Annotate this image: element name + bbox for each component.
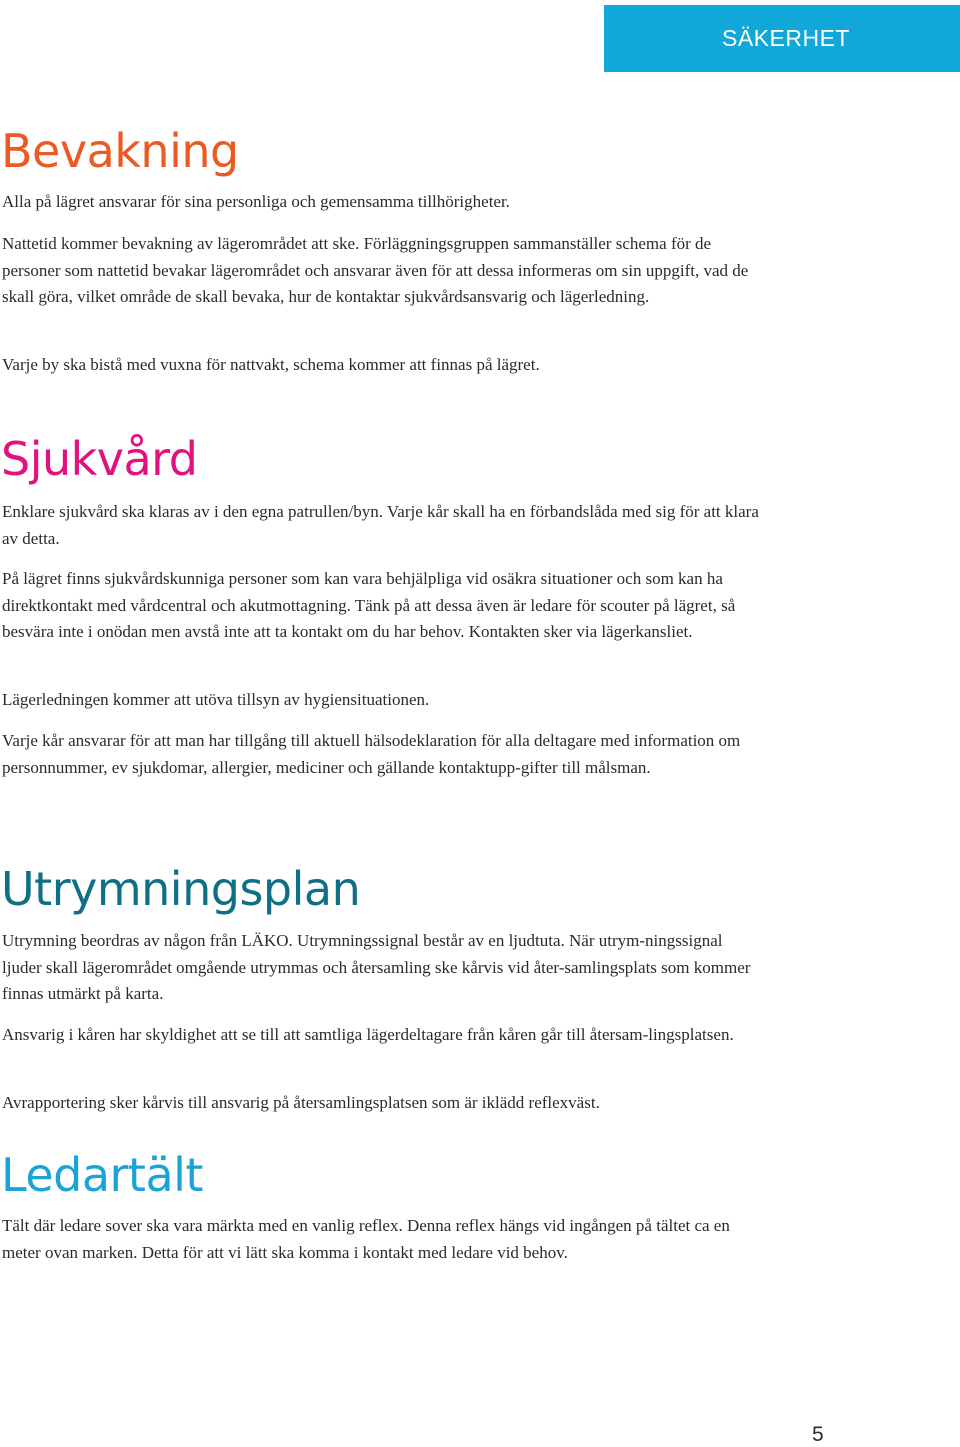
paragraph: Lägerledningen kommer att utöva tillsyn av hygiensituationen. <box>2 690 430 709</box>
paragraph: Ansvarig i kåren har skyldighet att se till att samtliga lägerdeltagare från kåren går till återsam-lingsplatsen. <box>2 1025 734 1044</box>
paragraph: Avrapportering sker kårvis till ansvarig på återsamlingsplatsen som är iklädd reflexväst. <box>2 1093 600 1112</box>
paragraph: Alla på lägret ansvarar för sina personliga och gemensamma tillhörigheter. <box>2 192 510 211</box>
paragraph: Nattetid kommer bevakning av lägerområdet att ske. Förläggningsgruppen sammanställer schema för de personer som nattetid bevakar lägerområdet och ansvarar även för att dessa informeras om sin uppgift, vad de skall göra, vilket område de skall bevaka, hur de kontaktar sjukvårdsansvarig och lägerledning. <box>2 234 749 306</box>
heading-sjukvard: Sjukvård <box>1 432 198 486</box>
heading-bevakning: Bevakning <box>1 124 239 178</box>
heading-utrymningsplan: Utrymningsplan <box>1 862 361 916</box>
paragraph: Varje by ska bistå med vuxna för nattvakt, schema kommer att finnas på lägret. <box>2 355 540 374</box>
heading-ledartalt: Ledartält <box>1 1148 203 1202</box>
paragraph: Tält där ledare sover ska vara märkta med en vanlig reflex. Denna reflex hängs vid ingången på tältet ca en meter ovan marken. Detta för att vi lätt ska komma i kontakt med ledare vid behov. <box>2 1216 730 1262</box>
section-tab: SÄKERHET <box>604 5 960 72</box>
paragraph: Enklare sjukvård ska klaras av i den egna patrullen/byn. Varje kår skall ha en förbandslåda med sig för att klara av detta. <box>2 502 759 548</box>
paragraph: Utrymning beordras av någon från LÄKO. Utrymningssignal består av en ljudtuta. När utrym-ningssignal ljuder skall lägerområdet omgående utrymmas och återsamling ske kårvis vid åter-samlingsplats som kommer finnas utmärkt på karta. <box>2 931 751 1003</box>
page-number: 5 <box>812 1423 824 1446</box>
paragraph: På lägret finns sjukvårdskunniga personer som kan vara behjälpliga vid osäkra situationer och som kan ha direktkontakt med vårdcentral och akutmottagning. Tänk på att dessa även är ledare för scouter på lägret, så besvära inte i onödan men avstå inte att ta kontakt om du har behov. Kontakten sker via lägerkansliet. <box>2 569 736 641</box>
paragraph: Varje kår ansvarar för att man har tillgång till aktuell hälsodeklaration för alla deltagare med information om personnummer, ev sjukdomar, allergier, mediciner och gällande kontaktupp-gifter till målsman. <box>2 731 741 777</box>
